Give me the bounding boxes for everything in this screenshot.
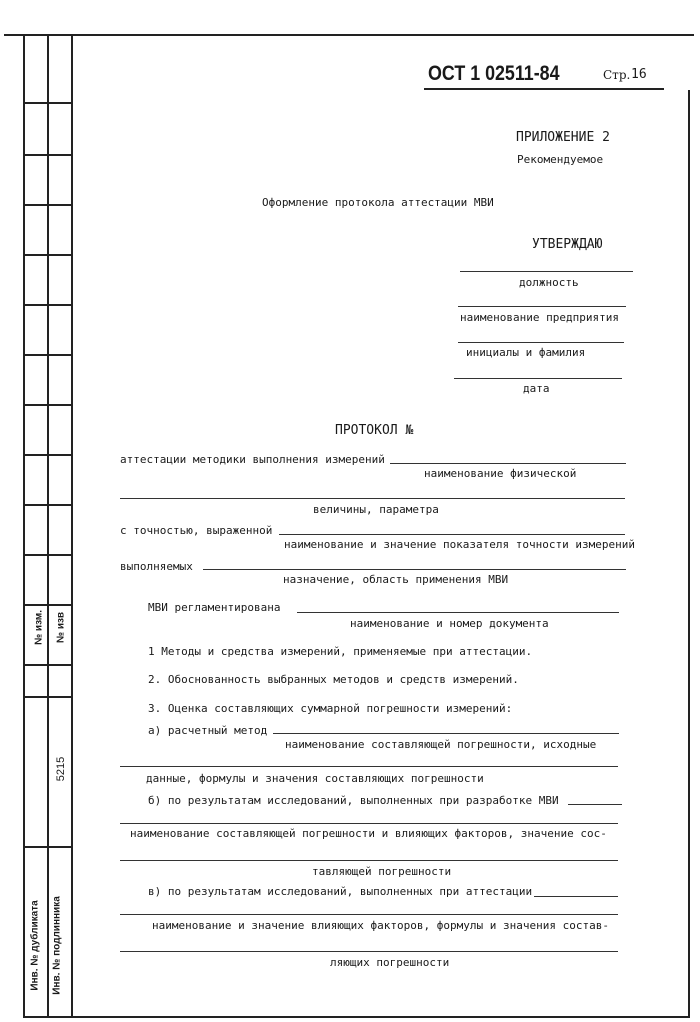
caption-physical: наименование физической [424, 467, 577, 480]
position-caption: должность [519, 276, 579, 289]
strip-row-line [25, 154, 71, 156]
caption-dev-2: тавляющей погрешности [312, 865, 452, 878]
appendix-title: ПРИЛОЖЕНИЕ 2 [516, 130, 610, 145]
strip-row-line [25, 354, 71, 356]
strip-row-line [25, 504, 71, 506]
caption-document: наименование и номер документа [350, 617, 549, 630]
caption-att-2: ляющих погрешности [330, 956, 450, 969]
strip-row-line [25, 696, 71, 698]
fill-line [390, 463, 626, 464]
date-line [454, 378, 622, 379]
header-underline [424, 88, 664, 90]
date-caption: дата [523, 382, 550, 395]
strip-row-line [25, 102, 71, 104]
caption-att: наименование и значение влияющих факторов, формулы и значения состав- [152, 919, 609, 932]
fill-line [120, 823, 618, 824]
protocol-title: ПРОТОКОЛ № [335, 423, 414, 438]
fill-line [279, 534, 625, 535]
strip-divider [47, 36, 49, 1018]
strip-row-line [25, 254, 71, 256]
inventory-number: 5215 [55, 756, 67, 782]
item-1: 1 Методы и средства измерений, применяемые при аттестации. [148, 645, 533, 658]
fill-line [120, 498, 625, 499]
fill-line [297, 612, 619, 613]
name-line [458, 342, 624, 343]
protocol-line-4: МВИ регламентирована [148, 601, 281, 614]
strip-row-line [25, 846, 71, 848]
position-line [460, 271, 633, 272]
item-3a: а) расчетный метод [148, 724, 268, 737]
document-code: ОСТ 1 02511-84 [428, 62, 560, 85]
strip-row-line [25, 554, 71, 556]
rev-no-label: № изм. [33, 610, 45, 645]
strip-row-line [25, 454, 71, 456]
fill-line [120, 914, 618, 915]
item-2: 2. Обоснованность выбранных методов и средств измерений. [148, 673, 519, 686]
enterprise-caption: наименование предприятия [460, 311, 619, 324]
item-3b: б) по результатам исследований, выполненных при разработке МВИ [148, 794, 559, 807]
protocol-line-2: с точностью, выраженной [120, 524, 273, 537]
name-caption: инициалы и фамилия [466, 346, 586, 359]
frame-bottom-border [23, 1016, 689, 1018]
caption-quantity: величины, параметра [313, 503, 439, 516]
caption-calc-2: данные, формулы и значения составляющих погрешности [146, 772, 484, 785]
fill-line [273, 733, 619, 734]
caption-dev: наименование составляющей погрешности и влияющих факторов, значение сос- [130, 827, 607, 840]
original-inv-label: Инв. № подлинника [51, 896, 63, 995]
document-title: Оформление протокола аттестации МВИ [262, 196, 494, 209]
caption-calc: наименование составляющей погрешности, исходные [285, 738, 597, 751]
notice-no-label: № изв [55, 611, 67, 644]
frame-right-border [688, 90, 690, 1018]
appendix-subtitle: Рекомендуемое [517, 153, 604, 166]
frame-top-border [4, 34, 694, 36]
strip-row-line [25, 204, 71, 206]
fill-line [534, 896, 618, 897]
fill-line [120, 766, 618, 767]
strip-row-line [25, 304, 71, 306]
protocol-line-3: выполняемых [120, 560, 193, 573]
strip-row-line [25, 664, 71, 666]
duplicate-inv-label: Инв. № дубликата [29, 900, 41, 991]
approval-heading: УТВЕРЖДАЮ [532, 237, 603, 252]
protocol-line-1: аттестации методики выполнения измерений [120, 453, 385, 466]
fill-line [203, 569, 626, 570]
page-number: 16 [631, 67, 647, 82]
caption-accuracy: наименование и значение показателя точности измерений [284, 538, 635, 551]
fill-line [120, 951, 618, 952]
caption-purpose: назначение, область применения МВИ [283, 573, 509, 586]
item-3c: в) по результатам исследований, выполненных при аттестации [148, 885, 533, 898]
left-stamp-strip [23, 36, 73, 1018]
page-label: Стр. [603, 68, 631, 82]
strip-row-line [25, 404, 71, 406]
fill-line [120, 860, 618, 861]
enterprise-line [458, 306, 626, 307]
fill-line [568, 804, 622, 805]
item-3: 3. Оценка составляющих суммарной погрешности измерений: [148, 702, 513, 715]
